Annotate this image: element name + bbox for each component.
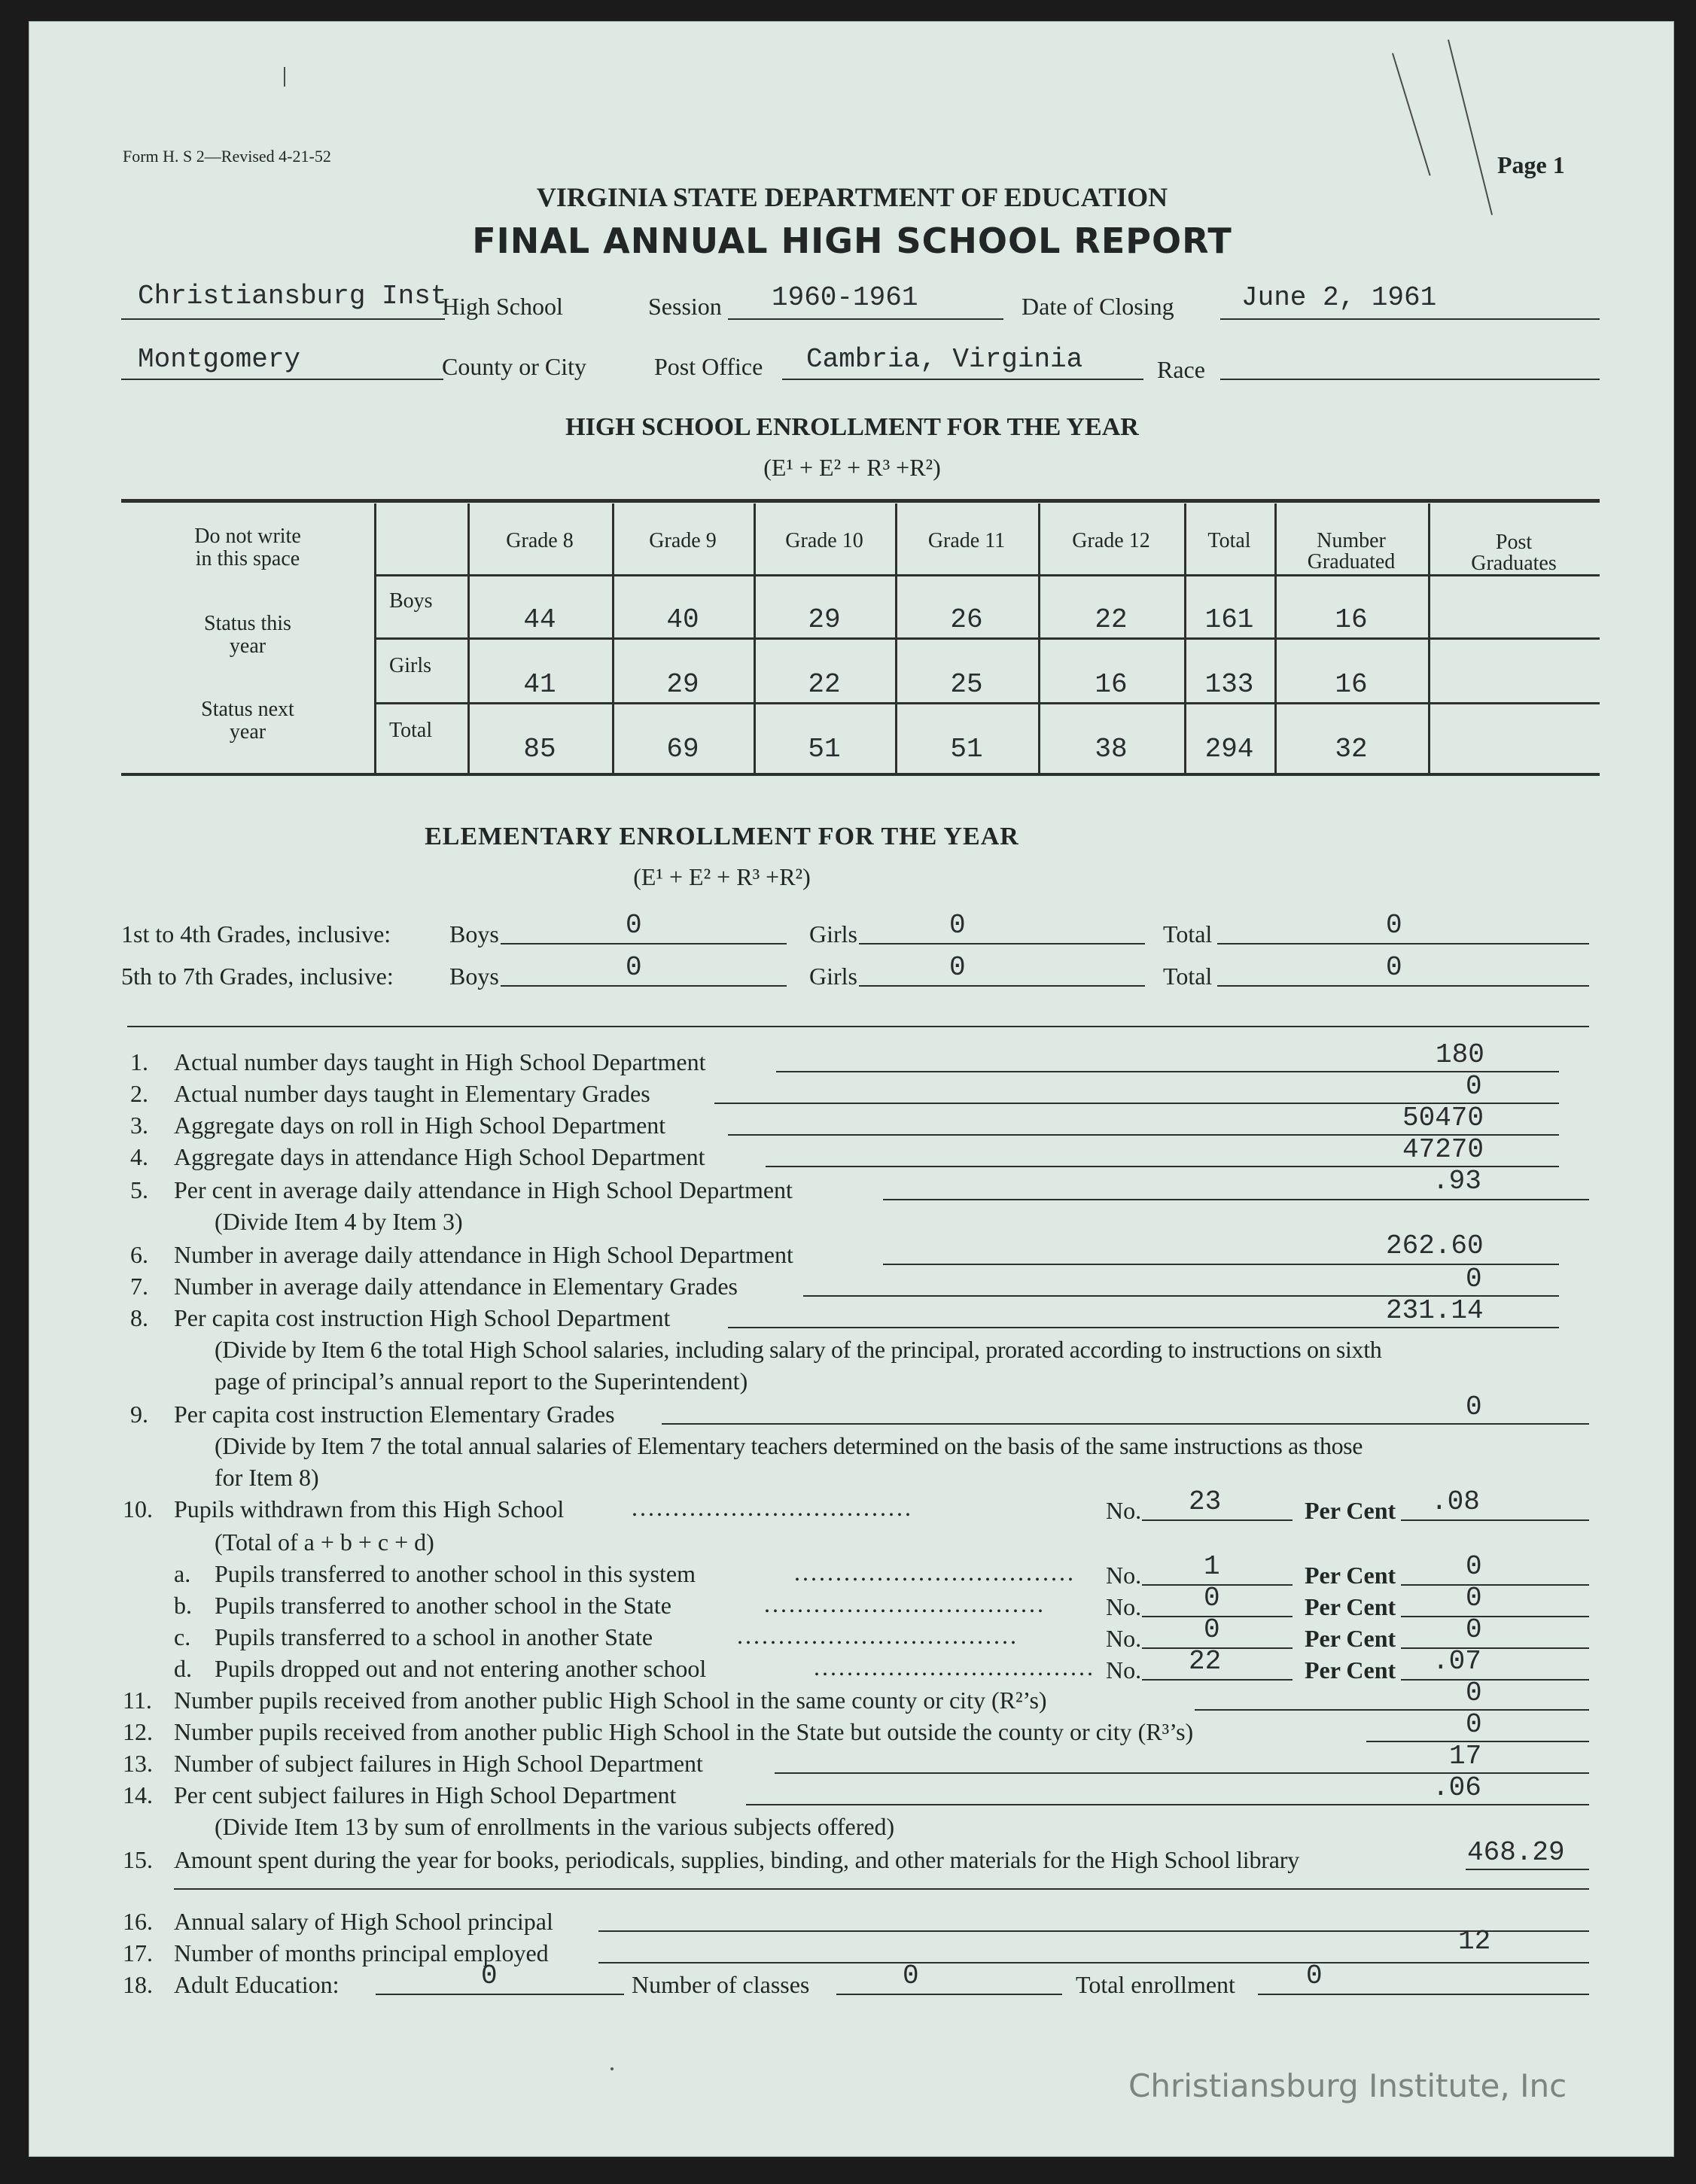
cell-total-grade-12: 38 — [1095, 734, 1128, 765]
elem-row-5-7-girls: 0 — [949, 952, 966, 983]
item-5-text: Per cent in average daily attendance in High School Department — [174, 1176, 793, 1203]
item-11-value: 0 — [1466, 1678, 1482, 1708]
page-number: Page 1 — [1497, 151, 1565, 178]
document-page — [29, 21, 1674, 2157]
item-10c-pct-value: 0 — [1466, 1614, 1482, 1645]
session-label: Session — [648, 293, 722, 320]
cell-boys-grade-10: 29 — [808, 604, 841, 635]
item-10c-no-value: 0 — [1204, 1614, 1220, 1645]
elem-girls-label: Girls — [809, 963, 857, 990]
item-18-classes-value: 0 — [903, 1960, 919, 1991]
item-2-text: Actual number days taught in Elementary Grades — [174, 1080, 650, 1107]
col-header-post-graduates: Graduates — [1471, 552, 1557, 575]
county-value: Montgomery — [138, 344, 301, 375]
item-number: 15. — [123, 1846, 153, 1873]
item-12-value: 0 — [1466, 1709, 1482, 1740]
elem-row-5-7-label: 5th to 7th Grades, inclusive: — [121, 963, 394, 990]
item-13-value: 17 — [1449, 1741, 1482, 1772]
elem-boys-label: Boys — [449, 963, 499, 990]
item-3-value: 50470 — [1402, 1103, 1484, 1133]
watermark: Christiansburg Institute, Inc — [1128, 2067, 1567, 2104]
item-10c-text: Pupils transferred to a school in another State — [215, 1623, 653, 1650]
col-header-post-graduates: Post — [1495, 531, 1533, 554]
cell-total-total: 294 — [1204, 734, 1254, 765]
item-4-text: Aggregate days in attendance High School Department — [174, 1143, 705, 1170]
col-header-graduated: Graduated — [1307, 550, 1396, 573]
school-name-value: Christiansburg Inst — [138, 281, 447, 312]
item-number: 4. — [130, 1143, 148, 1170]
item-15-value: 468.29 — [1467, 1837, 1565, 1868]
cell-total-graduated: 32 — [1335, 734, 1368, 765]
cell-girls-grade-11: 25 — [950, 669, 983, 700]
item-9-text: Per capita cost instruction Elementary Grades — [174, 1401, 615, 1428]
hs-enrollment-heading: HIGH SCHOOL ENROLLMENT FOR THE YEAR — [565, 413, 1139, 441]
per-cent-label: Per Cent — [1305, 1562, 1396, 1589]
cell-girls-total: 133 — [1204, 669, 1254, 700]
status-next-year: year — [229, 720, 266, 744]
item-letter: b. — [174, 1592, 192, 1619]
item-17-value: 12 — [1458, 1926, 1491, 1957]
item-15-text: Amount spent during the year for books, periodicals, supplies, binding, and other materials for the High School library — [174, 1846, 1299, 1873]
race-label: Race — [1157, 356, 1205, 383]
item-10b-pct-value: 0 — [1466, 1583, 1482, 1614]
closing-date-value: June 2, 1961 — [1241, 282, 1437, 313]
item-number: 2. — [130, 1080, 148, 1107]
item-12-text: Number pupils received from another public High School in the State but outside the county or city (R³’s) — [174, 1718, 1194, 1745]
col-header-grade-11: Grade 11 — [927, 529, 1006, 552]
elem-total-label: Total — [1163, 920, 1213, 948]
item-number: 6. — [130, 1241, 148, 1268]
item-letter: a. — [174, 1560, 191, 1587]
col-header-total: Total — [1207, 529, 1251, 552]
item-10b-no-value: 0 — [1204, 1583, 1220, 1614]
item-10a-text: Pupils transferred to another school in this system — [215, 1560, 696, 1587]
item-10a-no-value: 1 — [1204, 1551, 1220, 1582]
classes-label: Number of classes — [632, 1971, 810, 1998]
pen-mark — [284, 67, 285, 87]
paper-speck — [610, 2067, 614, 2070]
cell-boys-total: 161 — [1204, 604, 1254, 635]
item-10-text: Pupils withdrawn from this High School — [174, 1495, 565, 1522]
item-18-value: 0 — [481, 1960, 498, 1991]
col-header-graduated: Number — [1317, 529, 1386, 552]
status-this-year: year — [229, 634, 266, 658]
no-label: No. — [1106, 1497, 1142, 1524]
item-2-value: 0 — [1466, 1071, 1482, 1102]
cell-girls-grade-8: 41 — [523, 669, 556, 700]
item-7-text: Number in average daily attendance in Elementary Grades — [174, 1273, 738, 1300]
elem-row-1-4-boys: 0 — [626, 910, 642, 941]
row-label-girls: Girls — [389, 654, 431, 677]
item-10-no-value: 23 — [1189, 1486, 1222, 1517]
elem-girls-label: Girls — [809, 920, 857, 948]
item-10d-pct-value: .07 — [1433, 1646, 1481, 1677]
item-number: 10. — [123, 1495, 153, 1522]
cell-girls-grade-10: 22 — [808, 669, 841, 700]
department-title: VIRGINIA STATE DEPARTMENT OF EDUCATION — [536, 182, 1168, 212]
elem-total-label: Total — [1163, 963, 1213, 990]
col-header-grade-12: Grade 12 — [1072, 529, 1150, 552]
post-office-value: Cambria, Virginia — [806, 344, 1083, 375]
item-14-value: .06 — [1433, 1772, 1481, 1803]
item-number: 11. — [123, 1687, 152, 1714]
item-1-value: 180 — [1436, 1039, 1484, 1070]
row-label-boys: Boys — [389, 589, 433, 613]
item-letter: d. — [174, 1655, 192, 1682]
item-number: 18. — [123, 1971, 153, 1998]
no-label: No. — [1106, 1625, 1142, 1652]
cell-total-grade-8: 85 — [523, 734, 556, 765]
status-next-year: Status next — [201, 698, 294, 721]
per-cent-label: Per Cent — [1305, 1625, 1396, 1652]
item-10-note: (Total of a + b + c + d) — [215, 1528, 434, 1556]
cell-boys-graduated: 16 — [1335, 604, 1368, 635]
item-1-text: Actual number days taught in High School Department — [174, 1048, 706, 1075]
elem-enrollment-formula: (E¹ + E² + R³ +R²) — [633, 863, 811, 890]
item-10b-text: Pupils transferred to another school in the State — [215, 1592, 671, 1619]
item-14-note: (Divide Item 13 by sum of enrollments in the various subjects offered) — [215, 1813, 895, 1840]
item-number: 7. — [130, 1273, 148, 1300]
item-9-note: for Item 8) — [215, 1464, 319, 1491]
item-8-note: (Divide by Item 6 the total High School salaries, including salary of the principal, prorated according to instructions on sixth — [215, 1336, 1382, 1363]
cell-boys-grade-12: 22 — [1095, 604, 1128, 635]
elem-enrollment-heading: ELEMENTARY ENROLLMENT FOR THE YEAR — [425, 823, 1019, 850]
item-10d-no-value: 22 — [1189, 1646, 1222, 1677]
item-number: 16. — [123, 1908, 153, 1935]
elem-row-1-4-label: 1st to 4th Grades, inclusive: — [121, 920, 391, 948]
dot-leader: .................................. — [764, 1590, 1046, 1617]
item-10d-text: Pupils dropped out and not entering another school — [215, 1655, 707, 1682]
item-13-text: Number of subject failures in High School Department — [174, 1750, 703, 1777]
item-9-note: (Divide by Item 7 the total annual salaries of Elementary teachers determined on the basis of the same instructions as those — [215, 1432, 1363, 1459]
col-header-grade-10: Grade 10 — [785, 529, 863, 552]
item-5-note: (Divide Item 4 by Item 3) — [215, 1208, 463, 1235]
item-17-text: Number of months principal employed — [174, 1939, 549, 1967]
item-9-value: 0 — [1466, 1392, 1482, 1422]
item-number: 13. — [123, 1750, 153, 1777]
row-label-total: Total — [389, 719, 433, 742]
item-6-value: 262.60 — [1386, 1230, 1484, 1261]
item-14-text: Per cent subject failures in High School Department — [174, 1781, 677, 1808]
enrollment-label: Total enrollment — [1076, 1971, 1235, 1998]
status-this-year: Status this — [204, 612, 291, 635]
item-11-text: Number pupils received from another public High School in the same county or city (R²’s) — [174, 1687, 1047, 1714]
dot-leader: .................................. — [632, 1494, 913, 1521]
per-cent-label: Per Cent — [1305, 1656, 1396, 1684]
item-number: 5. — [130, 1176, 148, 1203]
cell-total-grade-9: 69 — [666, 734, 699, 765]
item-10-pct-value: .08 — [1431, 1486, 1480, 1517]
dot-leader: .................................. — [814, 1653, 1095, 1681]
no-label: No. — [1106, 1562, 1142, 1589]
elem-row-5-7-boys: 0 — [626, 952, 642, 983]
per-cent-label: Per Cent — [1305, 1497, 1396, 1524]
item-10a-pct-value: 0 — [1466, 1551, 1482, 1582]
item-number: 14. — [123, 1781, 153, 1808]
item-8-text: Per capita cost instruction High School Department — [174, 1304, 671, 1331]
item-number: 17. — [123, 1939, 153, 1967]
county-label: County or City — [442, 353, 587, 380]
post-office-label: Post Office — [654, 353, 763, 380]
form-id: Form H. S 2—Revised 4-21-52 — [123, 147, 331, 166]
elem-row-1-4-total: 0 — [1386, 910, 1402, 941]
dot-leader: .................................. — [737, 1622, 1019, 1649]
item-7-value: 0 — [1466, 1264, 1482, 1294]
cell-total-grade-10: 51 — [808, 734, 841, 765]
elem-boys-label: Boys — [449, 920, 499, 948]
item-6-text: Number in average daily attendance in High School Department — [174, 1241, 793, 1268]
cell-boys-grade-9: 40 — [666, 604, 699, 635]
item-letter: c. — [174, 1623, 191, 1650]
col-header-grade-8: Grade 8 — [506, 529, 574, 552]
item-18-text: Adult Education: — [174, 1971, 340, 1998]
item-4-value: 47270 — [1402, 1134, 1484, 1165]
no-label: No. — [1106, 1593, 1142, 1620]
item-8-note: page of principal’s annual report to the Superintendent) — [215, 1367, 748, 1395]
report-title: FINAL ANNUAL HIGH SCHOOL REPORT — [472, 221, 1232, 261]
cell-girls-grade-12: 16 — [1095, 669, 1128, 700]
elem-row-1-4-girls: 0 — [949, 910, 966, 941]
item-8-value: 231.14 — [1386, 1295, 1484, 1326]
side-note: Do not write — [194, 525, 301, 548]
side-note: in this space — [195, 547, 300, 570]
item-16-text: Annual salary of High School principal — [174, 1908, 553, 1935]
no-label: No. — [1106, 1656, 1142, 1684]
pen-mark — [1392, 53, 1431, 175]
col-header-grade-9: Grade 9 — [649, 529, 717, 552]
cell-girls-grade-9: 29 — [666, 669, 699, 700]
school-label: High School — [442, 293, 563, 320]
cell-boys-grade-8: 44 — [523, 604, 556, 635]
item-3-text: Aggregate days on roll in High School Department — [174, 1112, 666, 1139]
item-number: 1. — [130, 1048, 148, 1075]
dot-leader: .................................. — [794, 1559, 1076, 1586]
item-5-value: .93 — [1433, 1166, 1481, 1197]
per-cent-label: Per Cent — [1305, 1593, 1396, 1620]
item-18-enroll-value: 0 — [1306, 1960, 1323, 1991]
hs-enrollment-formula: (E¹ + E² + R³ +R²) — [763, 454, 941, 481]
item-number: 12. — [123, 1718, 153, 1745]
elem-row-5-7-total: 0 — [1386, 952, 1402, 983]
cell-girls-graduated: 16 — [1335, 669, 1368, 700]
closing-label: Date of Closing — [1022, 293, 1174, 320]
cell-boys-grade-11: 26 — [950, 604, 983, 635]
item-number: 9. — [130, 1401, 148, 1428]
item-number: 3. — [130, 1112, 148, 1139]
session-value: 1960-1961 — [772, 282, 918, 313]
item-number: 8. — [130, 1304, 148, 1331]
cell-total-grade-11: 51 — [950, 734, 983, 765]
